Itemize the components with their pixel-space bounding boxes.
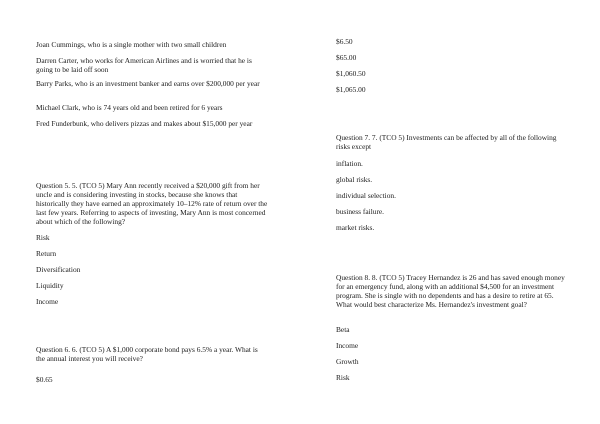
q7-option-business-failure: business failure. (336, 207, 385, 216)
q7-option-market-risks: market risks. (336, 223, 375, 232)
q7-option-global-risks: global risks. (336, 175, 373, 184)
q7-option-inflation: inflation. (336, 159, 363, 168)
answer-option-barry-parks: Barry Parks, who is an investment banker and earns over $200,000 per year (36, 79, 260, 88)
question-7-text: Question 7. 7. (TCO 5) Investments can be affected by all of the following risks except (336, 133, 557, 151)
question-6-text: Question 6. 6. (TCO 5) A $1,000 corporate bond pays 6.5% a year. What is the annual interest you will receive? (36, 345, 258, 363)
answer-option-joan-cummings: Joan Cummings, who is a single mother with two small children (36, 40, 227, 49)
q5-option-income: Income (36, 297, 59, 306)
q7-option-individual-selection: individual selection. (336, 191, 396, 200)
q6-option-65-00: $65.00 (336, 53, 357, 62)
question-8-text: Question 8. 8. (TCO 5) Tracey Hernandez is 26 and has saved enough money for an emergency fund, along with an additional $4,500 for an investment program. She is single with no dependents and has a desire to retire at 65. What would best characterize Ms. Hernandez's investment goal? (336, 273, 565, 309)
q5-option-return: Return (36, 249, 57, 258)
answer-option-darren-carter: Darren Carter, who works for American Airlines and is worried that he is going to be laid off soon (36, 56, 252, 74)
answer-option-michael-clark: Michael Clark, who is 74 years old and been retired for 6 years (36, 103, 223, 112)
q6-option-1065-00: $1,065.00 (336, 85, 366, 94)
q8-option-income: Income (336, 341, 359, 350)
q6-option-6-50: $6.50 (336, 37, 353, 46)
question-5-text: Question 5. 5. (TCO 5) Mary Ann recently received a $20,000 gift from her uncle and is considering investing in stocks, because she knows that historically they have earned an approximately 10–12% rate of return over the last few years. Referring to aspects of investing, Mary Ann is most concerned about which of the following? (36, 181, 268, 226)
q8-option-risk: Risk (336, 373, 350, 382)
q6-option-1060-50: $1,060.50 (336, 69, 366, 78)
q8-option-beta: Beta (336, 325, 350, 334)
q5-option-diversification: Diversification (36, 265, 81, 274)
q5-option-liquidity: Liquidity (36, 281, 64, 290)
answer-option-fred-funderbunk: Fred Funderbunk, who delivers pizzas and makes about $15,000 per year (36, 119, 253, 128)
q6-option-0-65: $0.65 (36, 375, 53, 384)
q8-option-growth: Growth (336, 357, 359, 366)
q5-option-risk: Risk (36, 233, 50, 242)
